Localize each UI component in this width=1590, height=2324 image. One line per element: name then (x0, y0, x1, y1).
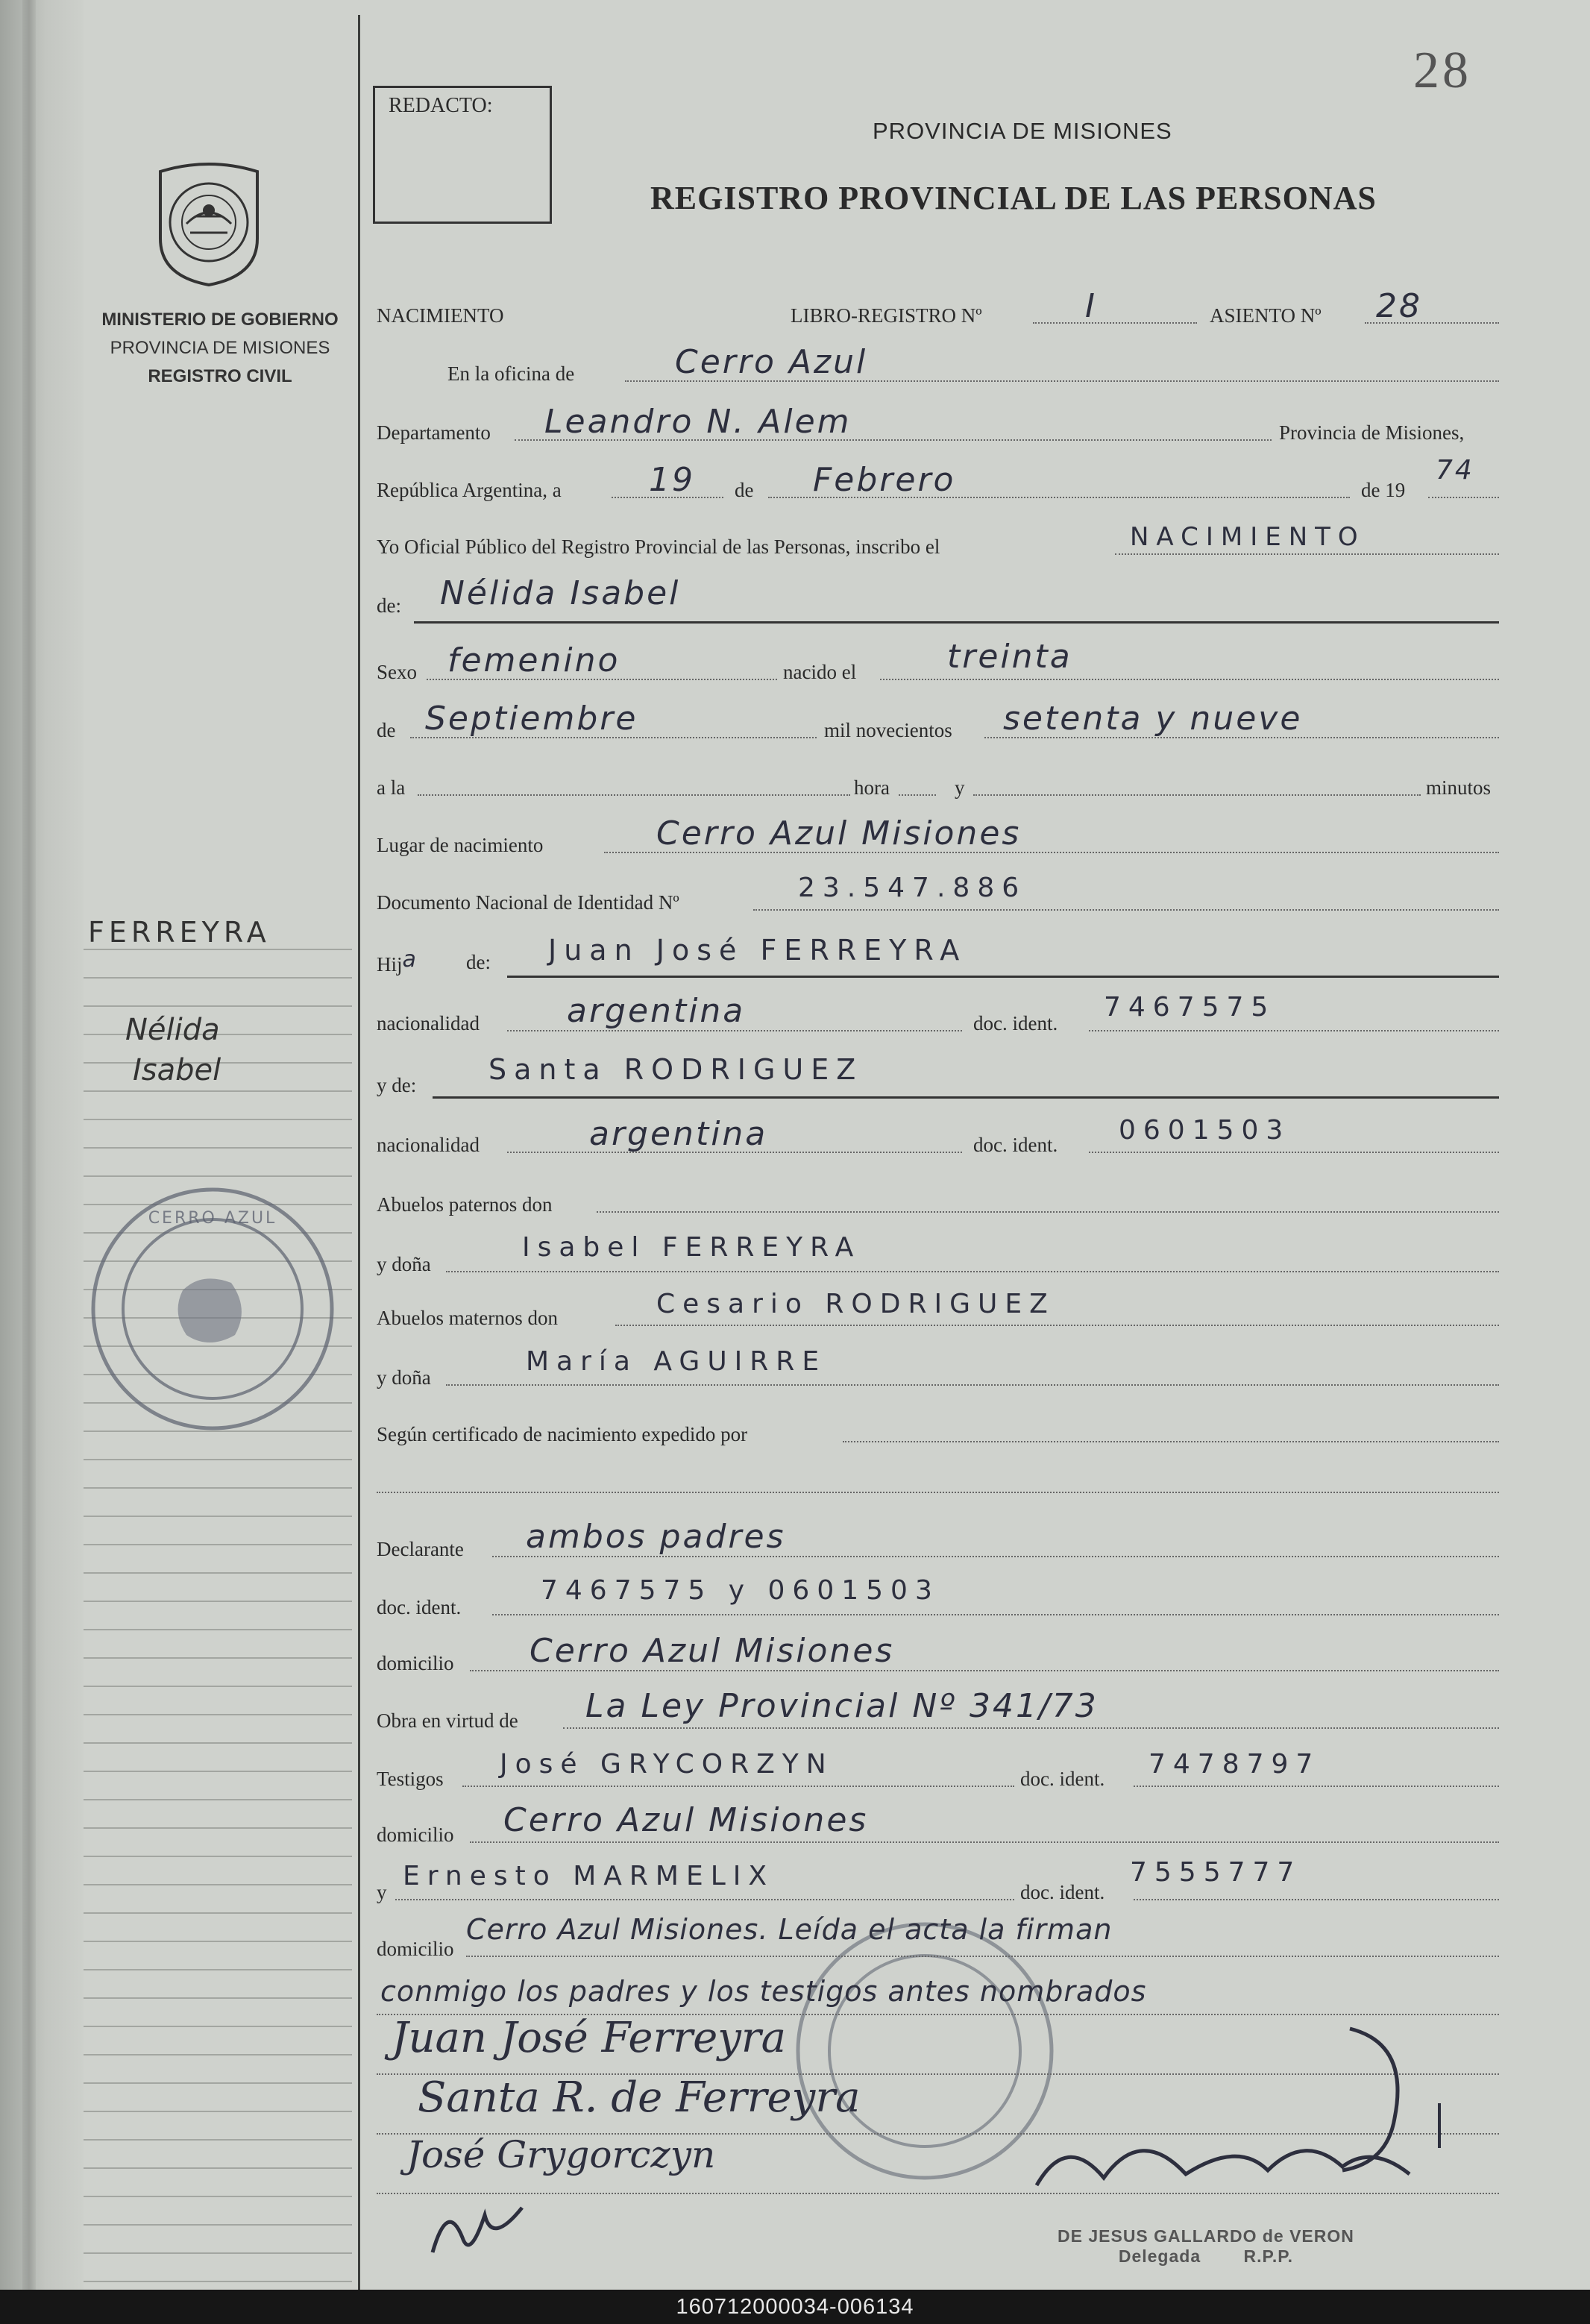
margin-rule-line (84, 1090, 352, 1092)
margin-rule-line (84, 1147, 352, 1149)
label-libro: LIBRO-REGISTRO Nº (791, 304, 982, 327)
label-y-de: y de: (377, 1074, 417, 1096)
value-hij-suffix: a (402, 946, 416, 973)
label-de-mes: de (377, 719, 396, 741)
margin-rule-line (84, 1884, 352, 1885)
margin-rule-line (84, 2026, 352, 2027)
value-doc-padre: 7467575 (1104, 992, 1276, 1023)
dots (418, 794, 850, 796)
margin-rule-line (84, 1686, 352, 1687)
value-abuela-p: Isabel FERREYRA (522, 1232, 861, 1263)
margin-rule-line (84, 2167, 352, 2169)
margin-rule-line (84, 1175, 352, 1177)
value-nombre: Nélida Isabel (440, 574, 681, 612)
label-nacimiento: NACIMIENTO (377, 304, 504, 327)
dots (1428, 497, 1499, 498)
value-dni: 23.547.886 (798, 873, 1027, 903)
label-y-dona-p: y doña (377, 1253, 431, 1275)
value-asiento: 28 (1376, 287, 1422, 325)
label-hij-text: Hij (377, 953, 403, 976)
dots (446, 1271, 1499, 1272)
dots (973, 794, 1421, 796)
dots (377, 1492, 1499, 1493)
value-anio: 74 (1436, 455, 1474, 486)
value-oficina: Cerro Azul (675, 343, 868, 381)
value-mes: Febrero (813, 461, 956, 499)
book-binding (0, 0, 84, 2290)
label-hora: hora (854, 776, 890, 799)
margin-rule-line (84, 1714, 352, 1715)
margin-rule (358, 15, 360, 2290)
label-declarante: Declarante (377, 1538, 464, 1560)
value-testigo2: Ernesto MARMELIX (403, 1861, 775, 1891)
margin-rule-line (84, 1969, 352, 1970)
label-republica: República Argentina, a (377, 479, 562, 501)
margin-rule-line (84, 2252, 352, 2254)
delegate-name: DE JESUS GALLARDO de VERON (1058, 2226, 1354, 2246)
value-anio-nac: setenta y nueve (1003, 700, 1303, 738)
dots (507, 1030, 962, 1031)
label-doc-padre: doc. ident. (973, 1012, 1058, 1034)
redacto-box (373, 86, 552, 224)
solid-line (433, 1096, 1499, 1099)
margin-rule-line (84, 1119, 352, 1120)
dots (470, 1841, 1499, 1843)
label-y-testigo2: y (377, 1881, 387, 1903)
label-testigos: Testigos (377, 1768, 444, 1790)
label-doc-madre: doc. ident. (973, 1134, 1058, 1156)
label-domicilio-t1: domicilio (377, 1824, 454, 1846)
margin-rule-line (84, 2139, 352, 2141)
label-doc-decl: doc. ident. (377, 1596, 462, 1618)
label-yo-oficial: Yo Oficial Público del Registro Provincial de las Personas, inscribo el (377, 536, 940, 558)
signature-witness: José Grygorczyn (406, 2133, 716, 2176)
label-segun: Según certificado de nacimiento expedido por (377, 1423, 748, 1445)
value-doc-t2: 7555777 (1130, 1857, 1302, 1888)
label-de19: de 19 (1361, 479, 1406, 501)
redacto-label: REDACTO: (389, 94, 493, 117)
value-obra: La Ley Provincial Nº 341/73 (585, 1687, 1099, 1725)
province-emblem-icon (153, 157, 265, 287)
signature-mother: Santa R. de Ferreyra (418, 2073, 861, 2122)
solid-line (507, 976, 1499, 978)
signature-scribble-icon (418, 2185, 530, 2275)
official-signature-icon (1022, 2014, 1499, 2208)
margin-rule-line (84, 1629, 352, 1630)
value-abuelo-m: Cesario RODRIGUEZ (656, 1289, 1055, 1319)
delegate-code: R.P.P. (1243, 2246, 1294, 2266)
value-doc-t1: 7478797 (1148, 1749, 1321, 1780)
label-obra: Obra en virtud de (377, 1709, 518, 1732)
dots (1033, 322, 1197, 324)
value-doc-madre: 0601503 (1119, 1115, 1291, 1146)
margin-rule-line (84, 977, 352, 979)
margin-rule-line (84, 1544, 352, 1545)
dots (1134, 1899, 1499, 1900)
value-domicilio-t2: Cerro Azul Misiones. Leída el acta la firman (466, 1913, 1113, 1946)
label-nacionalidad-madre: nacionalidad (377, 1134, 480, 1156)
dots (843, 1441, 1499, 1442)
value-nac-padre: argentina (567, 992, 746, 1030)
label-nacido-el: nacido el (783, 661, 857, 683)
value-declarante: ambos padres (526, 1518, 786, 1556)
value-sexo: femenino (447, 641, 620, 679)
margin-rule-line (84, 2111, 352, 2112)
label-lugar: Lugar de nacimiento (377, 834, 544, 856)
dots (753, 909, 1499, 911)
margin-rule-line (84, 1572, 352, 1574)
margin-rule-line (84, 1005, 352, 1007)
margin-given-2: Isabel (133, 1053, 221, 1087)
label-domicilio-t2: domicilio (377, 1938, 454, 1960)
dots (470, 1670, 1499, 1671)
label-provincia: Provincia de Misiones, (1279, 421, 1465, 444)
label-y: y (955, 776, 965, 799)
margin-rule-line (84, 1601, 352, 1602)
margin-rule-line (84, 949, 352, 950)
dots (1115, 553, 1499, 555)
margin-rule-line (84, 1941, 352, 1942)
dots (446, 1384, 1499, 1386)
value-inscribo: NACIMIENTO (1130, 522, 1366, 552)
value-dia: 19 (649, 461, 695, 499)
dots (1089, 1030, 1499, 1031)
value-nac-madre: argentina (589, 1115, 768, 1153)
margin-rule-line (84, 1771, 352, 1772)
dots (563, 1727, 1499, 1729)
delegate-title: Delegada (1118, 2246, 1201, 2266)
label-doc-t1: doc. ident. (1020, 1768, 1105, 1790)
margin-rule-line (84, 1657, 352, 1659)
value-abuela-m: María AGUIRRE (526, 1346, 827, 1377)
delegate-title-line (1058, 2246, 1354, 2267)
margin-rule-line (84, 1799, 352, 1800)
value-libro: I (1085, 287, 1097, 325)
margin-rule-line (84, 1827, 352, 1829)
label-de: de (735, 479, 754, 501)
label-de-hijo: de: (466, 951, 491, 973)
margin-rule-line (84, 1516, 352, 1517)
header-registry: REGISTRO PROVINCIAL DE LAS PERSONAS (650, 180, 1377, 216)
ministry-name: MINISTERIO DE GOBIERNO (101, 310, 339, 330)
value-lugar: Cerro Azul Misiones (656, 814, 1022, 852)
ministry-province: PROVINCIA DE MISIONES (110, 338, 330, 358)
value-doc-decl: 7467575 y 0601503 (541, 1575, 940, 1606)
margin-given-1: Nélida (125, 1013, 220, 1047)
margin-rule-line (84, 2054, 352, 2056)
dots (466, 1956, 1499, 1957)
value-dia-nac: treinta (947, 638, 1072, 676)
registry-seal-stamp (82, 1178, 343, 1439)
dots (1134, 1786, 1499, 1787)
label-y-dona-m: y doña (377, 1366, 431, 1389)
dots (492, 1614, 1499, 1615)
dots (899, 794, 936, 796)
value-departamento: Leandro N. Alem (544, 403, 852, 441)
label-departamento: Departamento (377, 421, 491, 444)
label-de-colon: de: (377, 594, 401, 617)
margin-rule-line (84, 1856, 352, 1857)
dots (597, 1211, 1499, 1213)
header-province: PROVINCIA DE MISIONES (873, 118, 1172, 144)
margin-rule-line (84, 1487, 352, 1489)
dots (615, 1325, 1499, 1326)
label-doc-t2: doc. ident. (1020, 1881, 1105, 1903)
label-oficina: En la oficina de (447, 362, 575, 385)
solid-line (414, 621, 1499, 624)
value-domicilio-t1: Cerro Azul Misiones (503, 1801, 869, 1839)
binding-shadow (22, 0, 36, 2290)
ministry-civil: REGISTRO CIVIL (148, 366, 292, 386)
label-domicilio-decl: domicilio (377, 1652, 454, 1674)
archive-footer: 160712000034-006134 (0, 2290, 1590, 2324)
margin-rule-line (84, 2224, 352, 2226)
page-number: 28 (1413, 42, 1471, 99)
margin-rule-line (84, 2196, 352, 2197)
seal-text: CERRO AZUL (148, 1209, 277, 1228)
label-abuelos-maternos: Abuelos maternos don (377, 1307, 558, 1329)
label-sexo: Sexo (377, 661, 417, 683)
value-padre: Juan José FERREYRA (548, 934, 967, 967)
delegate-stamp (1058, 2226, 1354, 2267)
dots (492, 1556, 1499, 1557)
dots (395, 1899, 1014, 1900)
signature-father: Juan José Ferreyra (392, 2014, 787, 2062)
margin-rule-line (84, 1912, 352, 1914)
label-dni: Documento Nacional de Identidad Nº (377, 891, 679, 914)
value-testigo1: José GRYCORZYN (500, 1749, 834, 1780)
label-nacionalidad-padre: nacionalidad (377, 1012, 480, 1034)
label-a-la: a la (377, 776, 406, 799)
dots (1089, 1152, 1499, 1153)
label-mil: mil novecientos (824, 719, 952, 741)
dots (462, 1786, 1014, 1787)
label-hij (377, 946, 416, 977)
dots (880, 679, 1499, 680)
value-nota: conmigo los padres y los testigos antes nombrados (380, 1975, 1147, 2008)
margin-rule-line (84, 2082, 352, 2084)
label-minutos: minutos (1426, 776, 1492, 799)
margin-rule-line (84, 1742, 352, 1744)
margin-rule-line (84, 1997, 352, 1999)
margin-surname: FERREYRA (88, 916, 271, 949)
value-madre: Santa RODRIGUEZ (488, 1053, 864, 1086)
value-mes-nac: Septiembre (425, 700, 638, 738)
margin-rule-line (84, 2281, 352, 2282)
ministry-block (89, 306, 351, 391)
value-domicilio-decl: Cerro Azul Misiones (530, 1632, 895, 1670)
margin-rule-line (84, 1459, 352, 1460)
label-asiento: ASIENTO Nº (1210, 304, 1322, 327)
label-abuelos-paternos: Abuelos paternos don (377, 1193, 553, 1216)
